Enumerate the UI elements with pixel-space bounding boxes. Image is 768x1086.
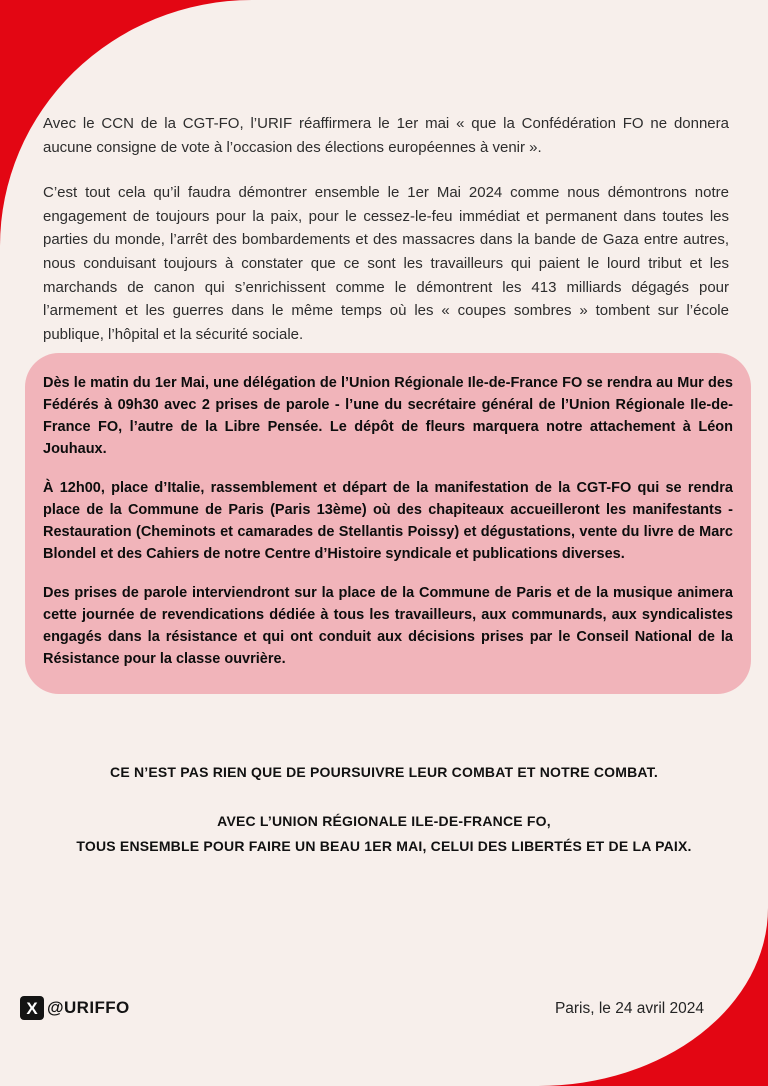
dateline: Paris, le 24 avril 2024 [554,1000,704,1017]
x-social-handle[interactable] [20,996,130,1020]
x-handle-text: @URIFFO [47,998,130,1017]
closing-section [0,762,768,859]
intro-paragraph-1: Avec le CCN de la CGT-FO, l’URIF réaffirmera le 1er mai « que la Confédération FO ne donnera aucune consigne de vote à l’occasion des élections européennes à venir ». [43,115,729,156]
x-logo-icon [20,996,44,1020]
program-paragraph-speeches: Des prises de parole interviendront sur la place de la Commune de Paris et de la musique animera cette journée de revendications dédiée à tous les travailleurs, aux communards, aux syndicalistes engagés dans la résistance et qui ont conduit aux décisions prises par le Conseil National de la Résistance pour la classe ouvrière. [43,585,733,667]
closing-statement: CE N’EST PAS RIEN QUE DE POURSUIVRE LEUR COMBAT ET NOTRE COMBAT. [110,764,658,780]
closing-heading-line-1: AVEC L’UNION RÉGIONALE ILE-DE-FRANCE FO, [217,813,551,829]
program-highlight-box [25,353,751,694]
program-paragraph-noon: À 12h00, place d’Italie, rassemblement et départ de la manifestation de la CGT-FO qui se rendra place de la Commune de Paris (Paris 13ème) où des chapiteaux accueilleront les manifestants - Restauration (Cheminots et camarades de Stellantis Poissy) et dégustations, vente du livre de Marc Blondel et des Cahiers de notre Centre d’Histoire syndicale et publications diverses. [43,480,733,562]
x-logo-letter: X [26,998,38,1018]
intro-paragraph-2: C’est tout cela qu’il faudra démontrer ensemble le 1er Mai 2024 comme nous démontrons notre engagement de toujours pour la paix, pour le cessez-le-feu immédiat et permanent dans toutes les parties du monde, l’arrêt des bombardements et des massacres dans la bande de Gaza entre autres, nous conduisant toujours à constater que ce sont les travailleurs qui paient le lourd tribut et les marchands de canon qui s’enrichissent comme le démontrent les 413 milliards dégagés pour l’armement et les guerres dans le même temps où les « coupes sombres » tombent sur l’école publique, l’hôpital et la sécurité sociale. [43,184,729,343]
program-paragraph-morning: Dès le matin du 1er Mai, une délégation de l’Union Régionale Ile-de-France FO se rendra au Mur des Fédérés à 09h30 avec 2 prises de parole - l’une du secrétaire général de l’Union Régionale Ile-de-France FO, l’autre de la Libre Pensée. Le dépôt de fleurs marquera notre attachement à Léon Jouhaux. [43,375,733,457]
intro-section [43,112,729,346]
closing-heading-line-2: TOUS ENSEMBLE POUR FAIRE UN BEAU 1ER MAI, CELUI DES LIBERTÉS ET DE LA PAIX. [76,838,692,854]
